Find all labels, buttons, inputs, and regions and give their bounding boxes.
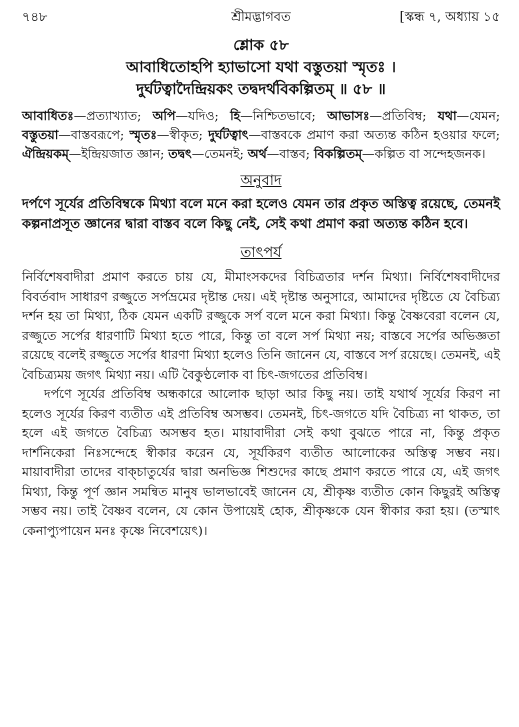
purport-paragraph: দর্পণে সূর্যের প্রতিবিম্ব অন্ধকারে আলোক ছাড়া আর কিছু নয়। তাই যথার্থ সূর্যের কিরণ না হলেও সূর্যের কিরণ ব্যতীত এই প্রতিবিম্ব অসম্ভব। তেমনই, চিৎ-জগতে যদি বৈচিত্র্য না থাকত, তা হলে এই জগতে বৈচিত্র্য অসম্ভব হত। মায়াবাদীরা সেই কথা বুঝতে পারে না, কিন্তু প্রকৃত দার্শনিকেরা নিঃসন্দেহে স্বীকার করেন যে, সূর্যকিরণ ব্যতীত আলোকের অস্তিত্ব সম্ভব নয়। মায়াবাদীরা তাদের বাক্চাতুর্যের দ্বারা অনভিজ্ঞ শিশুদের কাছে প্রমাণ করতে পারে যে, এই জগৎ মিথ্যা, কিন্তু পূর্ণ জ্ঞান সমন্বিত মানুষ ভালভাবেই জানেন যে, শ্রীকৃষ্ণ ব্যতীত কোন কিছুরই অস্তিত্ব সম্ভব নয়। তাই বৈষ্ণব বলেন, যে কোন উপায়েই হোক, শ্রীকৃষ্ণকে যেন স্বীকার করা হয়। (তস্মাৎ কেনাপ্যুপায়েন মনঃ কৃষ্ণে নিবেশয়েৎ)। <box>22 386 500 538</box>
running-header <box>22 8 500 30</box>
synonym-word: অর্থ <box>247 146 267 161</box>
book-title: শ্রীমদ্ভাগবত <box>231 10 291 25</box>
synonym-word: অপি <box>152 108 176 123</box>
synonym-meaning: বাস্তব <box>279 146 306 161</box>
purport-heading: তাৎপর্য <box>240 245 282 261</box>
synonym-word: আভাসঃ <box>327 108 370 123</box>
synonym-word: ঐন্দ্রিয়কম্ <box>22 146 69 161</box>
synonym-word: বস্তুতয়া <box>22 127 59 142</box>
synonym-meaning: যেমন <box>469 108 496 123</box>
synonym-meaning: তেমনই <box>204 146 240 161</box>
verse-heading: শ্লোক ৫৮ <box>233 36 289 54</box>
page-number: ৭৪৮ <box>22 10 48 25</box>
purport <box>22 267 500 540</box>
synonym-word: তদ্বৎ <box>168 146 192 161</box>
synonym-meaning: ইন্দ্রিয়জাত জ্ঞান <box>81 146 161 161</box>
synonym-meaning: প্রতিবিম্ব <box>382 108 423 123</box>
synonym-meaning: বাস্তবরূপে <box>70 127 120 142</box>
synonym-meaning: নিশ্চিতভাবে <box>252 108 312 123</box>
synonym-meaning: যদিও <box>188 108 215 123</box>
synonyms: আবাধিতঃ—প্রত্যাখ্যাত; অপি—যদিও; হি—নিশ্চিতভাবে; আভাসঃ—প্রতিবিম্ব; যথা—যেমন; বস্তুতয়া—বাস্তবরূপে; স্মৃতঃ—স্বীকৃত; দুর্ঘটত্বাৎ—বাস্তবকে প্রমাণ করা অত্যন্ত কঠিন হওয়ার ফলে; ঐন্দ্রিয়কম্—ইন্দ্রিয়জাত জ্ঞান; তদ্বৎ—তেমনই; অর্থ—বাস্তব; বিকল্পিতম্—কল্পিত বা সন্দেহজনক। <box>22 108 501 161</box>
synonym-meaning: প্রত্যাখ্যাত <box>86 108 138 123</box>
synonym-meaning: বাস্তবকে প্রমাণ করা অত্যন্ত কঠিন হওয়ার ফলে <box>260 127 496 142</box>
synonym-word: স্মৃতঃ <box>129 127 157 142</box>
synonym-word: দুর্ঘটত্বাৎ <box>208 127 249 142</box>
section-label: [স্কন্ধ ৭, অধ্যায় ১৫ <box>399 10 500 25</box>
purport-paragraph: নির্বিশেষবাদীরা প্রমাণ করতে চায় যে, মীমাংসকদের বিচিত্রতার দর্শন মিথ্যা। নির্বিশেষবাদীদের বিবর্তবাদ সাধারণ রজ্জুতে সর্পভ্রমের দৃষ্টান্ত দেয়। এই দৃষ্টান্ত অনুসারে, আমাদের দৃষ্টিতে যে বৈচিত্র্য দর্শন হয় তা মিথ্যা, ঠিক যেমন একটি রজ্জুকে সর্প বলে মনে করা মিথ্যা। কিন্তু বৈষ্ণবেরা বলেন যে, রজ্জুতে সর্পের ধারণাটি মিথ্যা হতে পারে, কিন্তু তা বলে সর্প মিথ্যা নয়; বাস্তবে সর্পের অভিজ্ঞতা রয়েছে বলেই রজ্জুতে সর্পের ধারণা মিথ্যা হলেও তিনি জানেন যে, বাস্তবে সর্প রয়েছে। তেমনই, এই বৈচিত্র্যময় জগৎ মিথ্যা নয়। এটি বৈকুণ্ঠলোক বা চিৎ-জগতের প্রতিবিম্ব। <box>22 269 500 382</box>
verse-line-2: দুর্ঘটত্বাদৈন্দ্রিয়কং তদ্বদর্থবিকল্পিতম্ ॥ ৫৮ ॥ <box>136 80 386 98</box>
synonym-word: হি <box>230 108 241 123</box>
synonym-word: যথা <box>437 108 457 123</box>
verse-line-1: আবাধিতোহপি হ্যাভাসো যথা বস্তুতয়া স্মৃতঃ । <box>126 58 396 76</box>
translation-text: দর্পণে সূর্যের প্রতিবিম্বকে মিথ্যা বলে মনে করা হলেও যেমন তার প্রকৃত অস্তিত্ব রয়েছে, তেমনই কল্পনাপ্রসূত জ্ঞানের দ্বারা বাস্তব বলে কিছু নেই, সেই কথা প্রমাণ করা অত্যন্ত কঠিন হবে। <box>22 197 500 232</box>
page <box>22 8 500 540</box>
synonym-word: বিকল্পিতম্ <box>313 146 363 161</box>
synonym-word: আবাধিতঃ <box>22 108 74 123</box>
synonym-meaning: কল্পিত বা সন্দেহজনক <box>374 146 481 161</box>
translation-heading: অনুবাদ <box>240 173 282 189</box>
synonym-meaning: স্বীকৃত <box>169 127 199 142</box>
